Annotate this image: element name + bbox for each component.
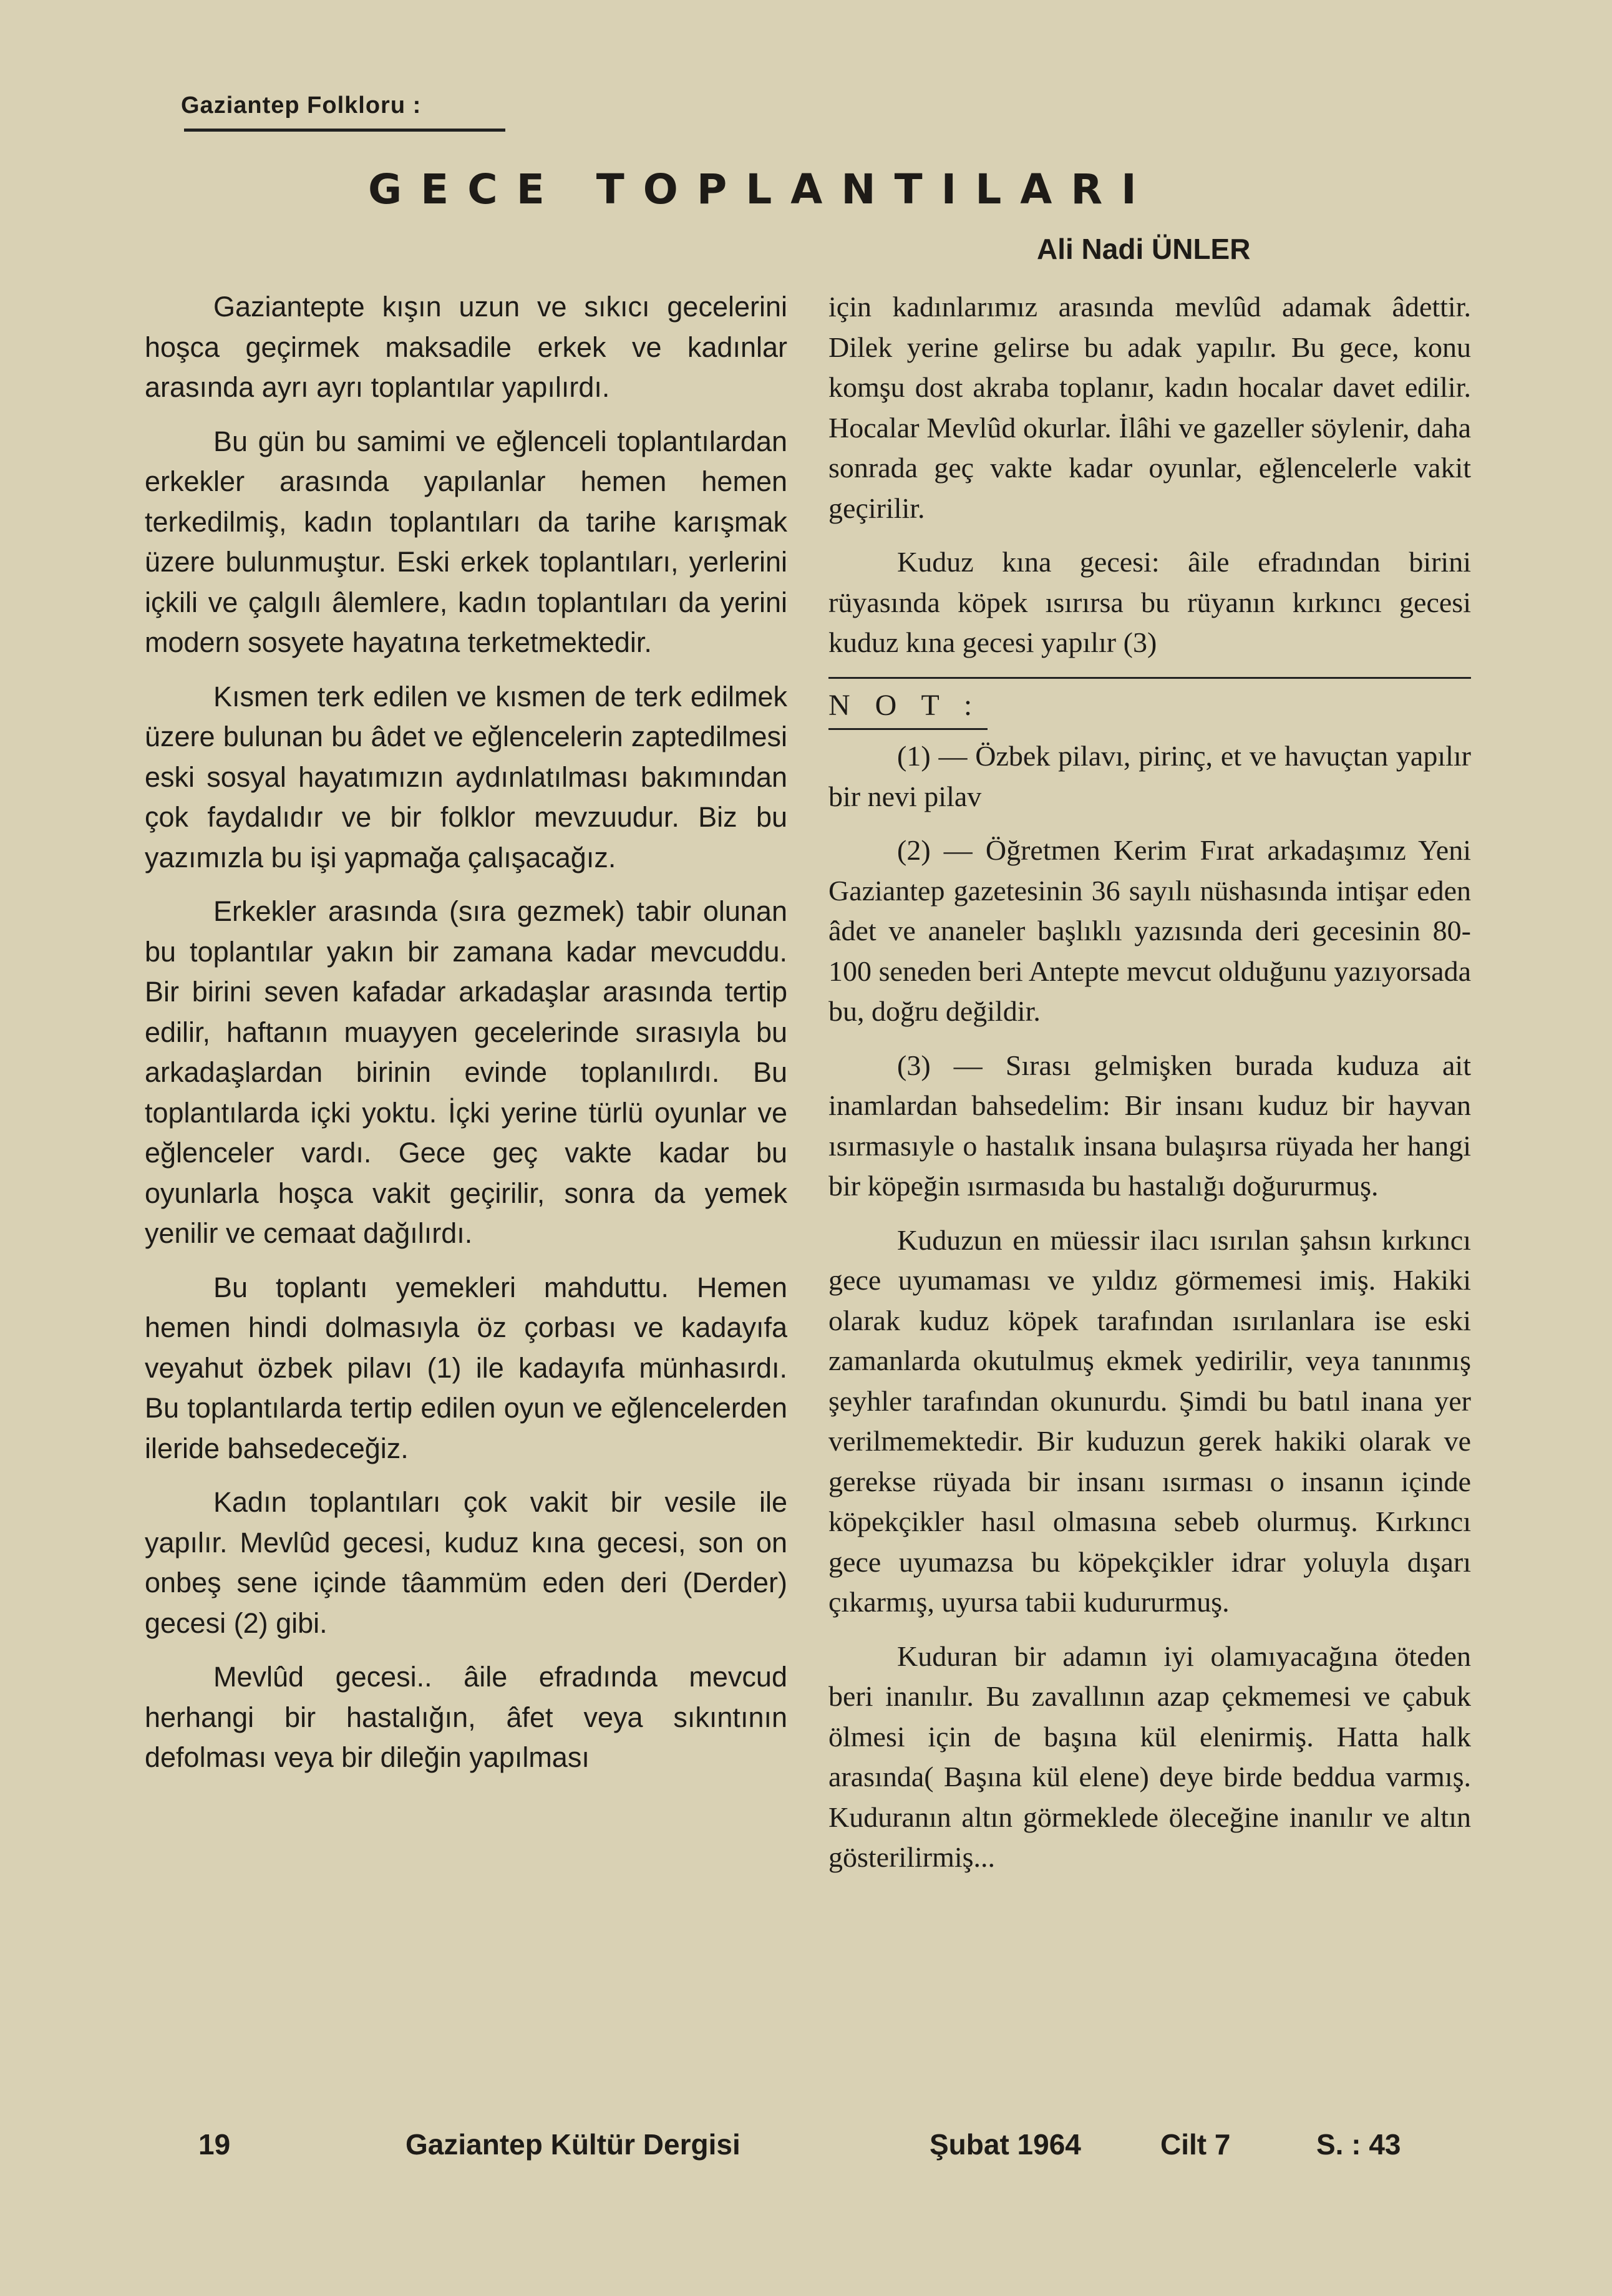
paragraph: Erkekler arasında (sıra gezmek) tabir olunan bu toplantılar yakın bir zamana kadar mevcuddu. Bir birini seven kafadar arkadaşlar arasında tertip edilir, haftanın muayyen gecelerinde sırasıyla bu arkadaşlardan birinin evinde toplanılırdı. Bu toplantılarda içki yoktu. İçki yerine türlü oyunlar ve eğlenceler vardı. Gece geç vakte kadar bu oyunlarla hoşca vakit geçirilir, sonra da yemek yenilir ve cemaat dağılırdı. — [145, 895, 787, 1249]
note-item: Kuduran bir adamın iyi olamıyacağına öteden beri inanılır. Bu zavallının azap çekmemesi ve çabuk ölmesi için de başına kül elenirmiş. Hatta halk arasında( Başına kül elene) deye birde beddua varmış. Kuduranın altın görmeklede öleceğine inanılır ve altın gösterilirmiş... — [828, 1640, 1471, 1873]
paragraph: Gaziantepte kışın uzun ve sıkıcı gecelerini hoşca geçirmek maksadile erkek ve kadınlar arasında ayrı ayrı toplantılar yapılırdı. — [145, 291, 787, 403]
paragraph: Mevlûd gecesi.. âile efradında mevcud herhangi bir hastalığın, âfet veya sıkıntının defolması veya bir dileğin yapılması — [145, 1661, 787, 1773]
paragraph: Bu gün bu samimi ve eğlenceli toplantılardan erkekler arasında yapılanlar hemen hemen terkedilmiş, kadın toplantıları da tarihe karışmak üzere bulunmuştur. Eski erkek toplantıları, yerlerini içkili ve çalgılı âlemlere, kadın toplantıları da yerini modern sosyete hayatına terketmektedir. — [145, 425, 787, 658]
note-underline — [828, 728, 988, 730]
paragraph: Bu toplantı yemekleri mahduttu. Hemen hemen hindi dolmasıyla öz çorbası ve kadayıfa veyahut özbek pilavı (1) ile kadayıfa münhasırdı. Bu toplantılarda tertip edilen oyun ve eğlencelerden ileride bahsedeceğiz. — [145, 1271, 787, 1464]
section-label: Gaziantep Folkloru : — [181, 92, 422, 119]
issue-date: Şubat 1964 — [930, 2128, 1081, 2161]
paragraph: Kısmen terk edilen ve kısmen de terk edilmek üzere bulunan bu âdet ve eğlencelerin zaptedilmesi eski sosyal hayatımızın aydınlatılması bakımından çok faydalıdır ve bir folklor mevzuudur. Biz bu yazımızla bu işi yapmağa çalışacağız. — [145, 680, 787, 873]
note-item: (3) — Sırası gelmişken burada kuduza ait inamlardan bahsedelim: Bir insanı kuduz bir hayvan ısırmasıyle o hastalık insana bulaşırsa rüyada her hangi bir köpeğin ısırmasıda bu hastalığı doğururmuş. — [828, 1049, 1471, 1202]
author-name: Ali Nadi ÜNLER — [1037, 233, 1251, 265]
page-number: 19 — [198, 2128, 231, 2161]
note-item: (1) — Özbek pilavı, pirinç, et ve havuçtan yapılır bir nevi pilav — [828, 740, 1471, 812]
volume: Cilt 7 — [1160, 2128, 1231, 2161]
paragraph: Kadın toplantıları çok vakit bir vesile ile yapılır. Mevlûd gecesi, kuduz kına gecesi, son on onbeş sene içinde tâammüm eden deri (Derder) gecesi (2) gibi. — [145, 1486, 787, 1639]
note-divider — [828, 677, 1471, 679]
paragraph: için kadınlarımız arasında mevlûd adamak âdettir. Dilek yerine gelirse bu adak yapılır. Bu gece, konu komşu dost akraba toplanır, kadın hocalar davet edilir. Hocalar Mevlûd okurlar. İlâhi ve gazeller söylenir, daha sonrada geç vakte kadar oyunlar, eğlencelerle vakit geçirilir. — [828, 291, 1471, 524]
note-item: (2) — Öğretmen Kerim Fırat arkadaşımız Yeni Gaziantep gazetesinin 36 sayılı nüshasında intişar eden âdet ve ananeler başlıklı yazısında deri gecesinin 80-100 seneden beri Antepte mevcut olduğunu yazıyorsada bu, doğru değildir. — [828, 834, 1471, 1027]
note-heading: N O T : — [828, 688, 981, 722]
article-title: GECE TOPLANTILARI — [368, 165, 1155, 213]
left-column — [145, 287, 787, 1792]
section-rule — [184, 129, 505, 132]
issue-number: S. : 43 — [1316, 2128, 1401, 2161]
right-column — [828, 287, 1471, 1892]
note-item: Kuduzun en müessir ilacı ısırılan şahsın kırkıncı gece uyumaması ve yıldız görmemesi imiş. Hakiki olarak kuduz köpek tarafından ısırılanlara ise eski zamanlarda okutulmuş ekmek yedirilir, veya tanınmış şeyhler tarafından okunurdu. Şimdi bu batıl inana yer verilmemektedir. Bir kuduzun gerek hakiki olarak ve gerekse rüyada bir insanı ısırması o insanın içinde köpekçikler hasıl olmasına sebeb olurmuş. Kırkıncı gece uyumazsa bu köpekçikler idrar yoluyla dışarı çıkarmış, uyursa tabii kudururmuş. — [828, 1223, 1471, 1618]
note-section — [828, 677, 1471, 731]
journal-name: Gaziantep Kültür Dergisi — [405, 2128, 740, 2161]
paragraph: Kuduz kına gecesi: âile efradından birini rüyasında köpek ısırırsa bu rüyanın kırkıncı gecesi kuduz kına gecesi yapılır (3) — [828, 546, 1471, 658]
